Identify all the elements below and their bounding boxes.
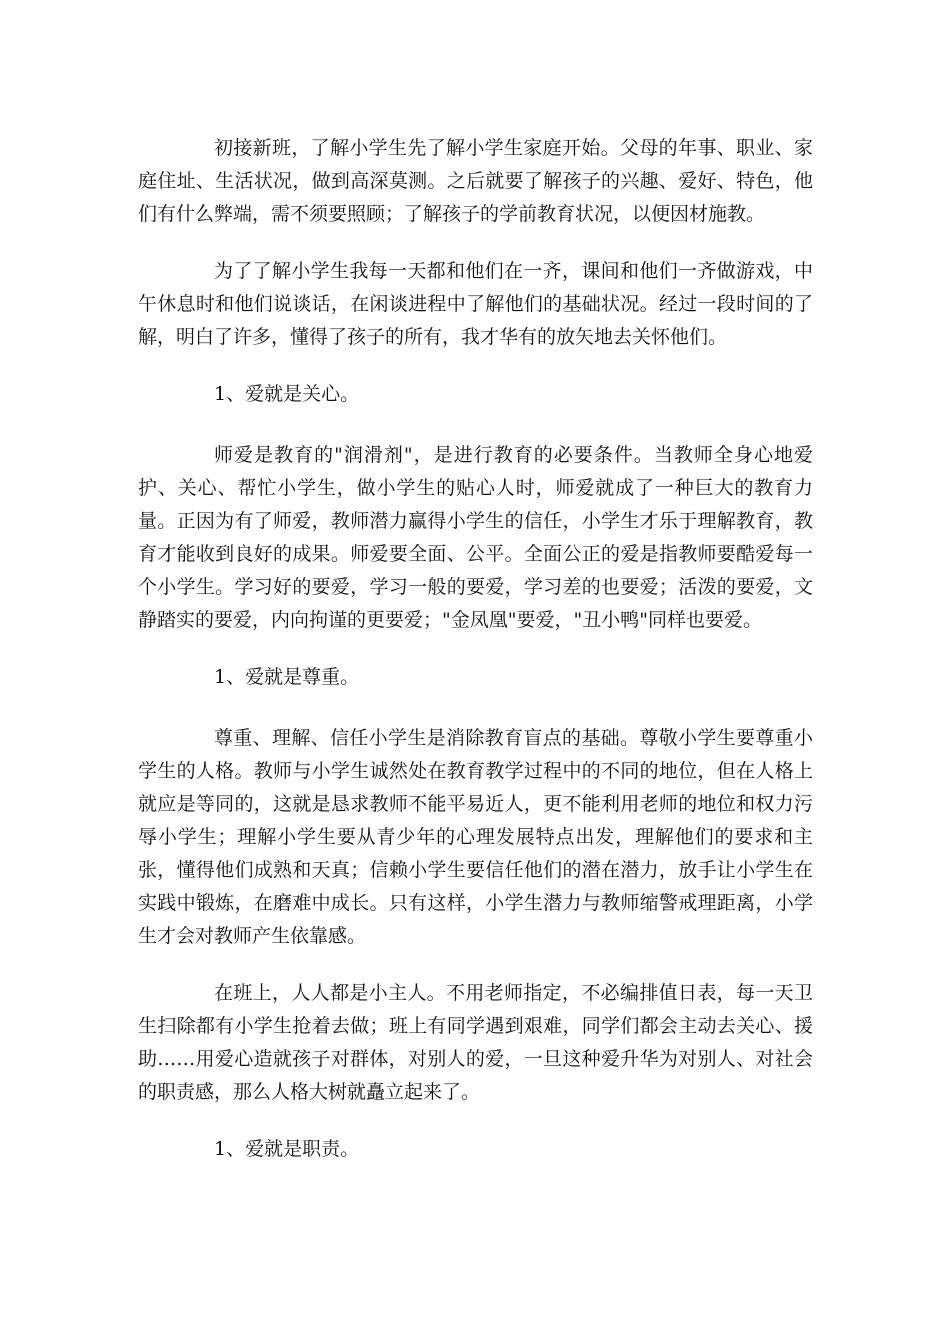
paragraph-little-masters: 在班上，人人都是小主人。不用老师指定，不必编排值日表，每一天卫生扫除都有小学生抢着去做；班上有同学遇到艰难，同学们都会主动去关心、援助……用爱心造就孩子对群体，对别人的爱，一旦这种爱升华为对别人、对社会的职责感，那么人格大树就矗立起来了。 xyxy=(138,982,813,1103)
document-body xyxy=(138,132,813,1194)
paragraph-understanding-students: 为了了解小学生我每一天都和他们在一齐，课间和他们一齐做游戏，中午休息时和他们说谈话，在闲谈进程中了解他们的基础状况。经过一段时间的了解，明白了许多，懂得了孩子的所有，我才华有的放矢地去关怀他们。 xyxy=(138,260,813,348)
section-heading-love-is-care: 1、爱就是关心。 xyxy=(214,383,360,405)
paragraph-respect-students: 尊重、理解、信任小学生是消除教育盲点的基础。尊敬小学生要尊重小学生的人格。教师与小学生诚然处在教育教学过程中的不同的地位，但在人格上就应是等同的，这就是恳求教师不能平易近人，更不能利用老师的地位和权力污辱小学生；理解小学生要从青少年的心理发展特点出发，理解他们的要求和主张，懂得他们成熟和天真；信赖小学生要信任他们的潜在潜力，放手让小学生在实践中锻炼，在磨难中成长。只有这样，小学生潜力与教师缩警戒理距离，小学生才会对教师产生依靠感。 xyxy=(138,727,813,947)
paragraph-intro-new-class: 初接新班，了解小学生先了解小学生家庭开始。父母的年事、职业、家庭住址、生活状况，做到高深莫测。之后就要了解孩子的兴趣、爱好、特色，他们有什么弊端，需不须要照顾；了解孩子的学前教育状况，以便因材施教。 xyxy=(138,137,813,225)
section-heading-love-is-responsibility: 1、爱就是职责。 xyxy=(214,1138,360,1160)
paragraph-teacher-love: 师爱是教育的"润滑剂"，是进行教育的必要条件。当教师全身心地爱护、关心、帮忙小学生，做小学生的贴心人时，师爱就成了一种巨大的教育力量。正因为有了师爱，教师潜力赢得小学生的信任，小学生才乐于理解教育，教育才能收到良好的成果。师爱要全面、公平。全面公正的爱是指教师要酷爱每一个小学生。学习好的要爱，学习一般的要爱，学习差的也要爱；活泼的要爱，文静踏实的要爱，内向拘谨的更要爱；"金凤凰"要爱，"丑小鸭"同样也要爱。 xyxy=(138,444,813,631)
section-heading-love-is-respect: 1、爱就是尊重。 xyxy=(214,666,360,688)
